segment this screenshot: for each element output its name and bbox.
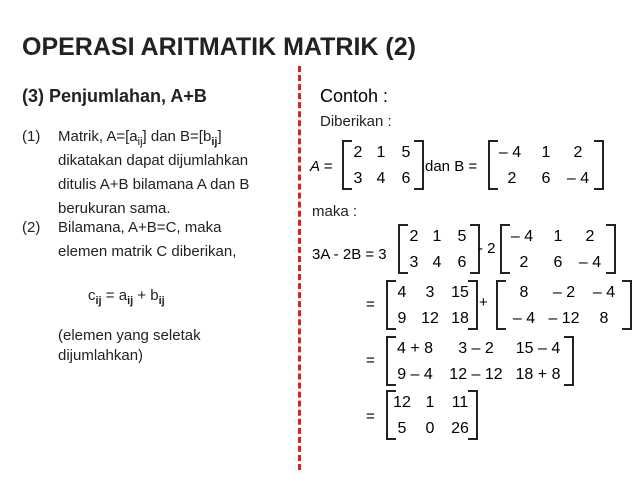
item1-line1: Matrik, $A=[a_{ij}]$ dan $B=[b_{ij}]$ (58, 128, 222, 148)
plus-sign: + (479, 294, 488, 311)
matrix-b-copy (500, 224, 616, 274)
matrix-cell: 1 (541, 144, 551, 161)
matrix-cell: – 4 (498, 144, 522, 161)
item1-number: (1) (22, 128, 41, 145)
matrix-cell: 6 (401, 170, 411, 187)
matrix-cell: 18 + 8 (515, 366, 561, 383)
matrix-a-label: A = (310, 158, 333, 175)
matrix-cell: 8 (599, 310, 609, 327)
matrix-sum-expanded (386, 336, 574, 386)
minus-two: - 2 (478, 240, 496, 257)
matrix-cell: 1 (425, 394, 435, 411)
matrix-cell: 1 (432, 228, 442, 245)
matrix-neg2b (496, 280, 632, 330)
matrix-cell: 2 (507, 170, 517, 187)
matrix-cell: 5 (397, 420, 407, 437)
matrix-cell: 5 (457, 228, 467, 245)
matrix-cell: 4 (432, 254, 442, 271)
matrix-cell: 2 (585, 228, 595, 245)
matrix-3a (386, 280, 478, 330)
section-heading: (3) Penjumlahan, A+B (22, 86, 207, 106)
matrix-cell: – 4 (512, 310, 536, 327)
matrix-cell: 3 – 2 (458, 340, 494, 357)
matrix-cell: – 2 (552, 284, 576, 301)
divider-end-mark (298, 466, 301, 469)
equals-sign: = (366, 352, 375, 369)
note-line2: dijumlahkan) (58, 347, 144, 364)
equals-sign: = (366, 296, 375, 313)
matrix-cell: 6 (553, 254, 563, 271)
contoh-label: Contoh : (320, 86, 389, 106)
item2-line1: Bilamana, A+B=C, maka (58, 219, 222, 236)
matrix-cell: 12 – 12 (449, 366, 503, 383)
matrix-cell: – 4 (578, 254, 602, 271)
item2-line2: elemen matrik C diberikan, (58, 243, 237, 260)
matrix-result (386, 390, 478, 440)
matrix-cell: 11 (451, 394, 469, 411)
matrix-cell: 3 (353, 170, 363, 187)
matrix-cell: 4 (376, 170, 386, 187)
matrix-cell: 6 (541, 170, 551, 187)
column-divider (298, 66, 301, 470)
matrix-cell: 15 – 4 (515, 340, 561, 357)
matrix-cell: 8 (519, 284, 529, 301)
matrix-cell: – 12 (548, 310, 580, 327)
maka-label: maka : (312, 203, 358, 220)
item2-number: (2) (22, 219, 41, 236)
matrix-cell: 2 (573, 144, 583, 161)
matrix-cell: 1 (553, 228, 563, 245)
note-line1: (elemen yang seletak (58, 327, 201, 344)
matrix-a-copy (398, 224, 480, 274)
matrix-cell: 9 (397, 310, 407, 327)
matrix-cell: 26 (451, 420, 469, 437)
matrix-b (488, 140, 604, 190)
item1-line4: berukuran sama. (58, 200, 171, 217)
matrix-cell: 1 (376, 144, 386, 161)
matrix-cell: 2 (409, 228, 419, 245)
matrix-cell: 2 (519, 254, 529, 271)
matrix-cell: 3 (425, 284, 435, 301)
matrix-cell: 2 (353, 144, 363, 161)
matrix-cell: – 4 (510, 228, 534, 245)
matrix-cell: 9 – 4 (397, 366, 433, 383)
matrix-cell: 12 (421, 310, 439, 327)
matrix-cell: 15 (451, 284, 469, 301)
matrix-a (342, 140, 424, 190)
matrix-cell: 0 (425, 420, 435, 437)
matrix-cell: 5 (401, 144, 411, 161)
matrix-cell: 6 (457, 254, 467, 271)
page-title: OPERASI ARITMATIK MATRIK (2) (22, 33, 416, 61)
matrix-cell: 4 (397, 284, 407, 301)
expression-label: 3A - 2B = 3 (312, 246, 387, 263)
equals-sign: = (366, 408, 375, 425)
matrix-cell: 4 + 8 (396, 340, 434, 357)
matrix-cell: 12 (393, 394, 411, 411)
matrix-cell: 18 (451, 310, 469, 327)
matrix-cell: – 4 (592, 284, 616, 301)
item1-line2: dikatakan dapat dijumlahkan (58, 152, 249, 169)
dan-b-label: dan B = (425, 158, 478, 175)
item1-line3: ditulis A+B bilamana A dan B (58, 176, 250, 193)
element-formula: $c_{ij} = a_{ij} + b_{ij}$ (88, 287, 165, 307)
diberikan-label: Diberikan : (320, 113, 392, 130)
matrix-cell: 3 (409, 254, 419, 271)
matrix-cell: – 4 (566, 170, 590, 187)
